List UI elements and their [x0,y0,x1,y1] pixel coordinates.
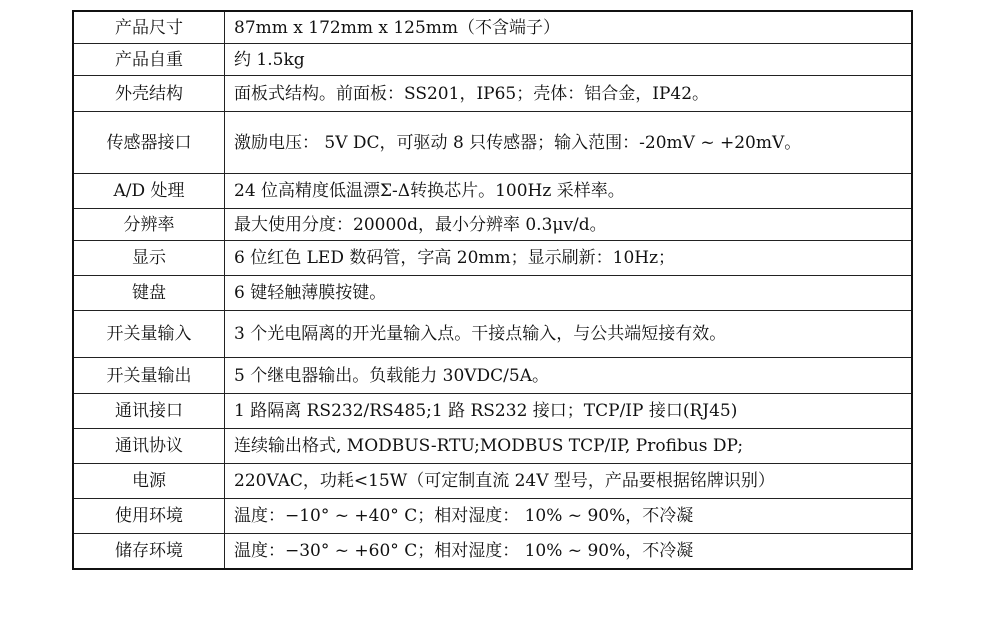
table-row [73,276,912,311]
row-label: 产品自重 [73,44,225,76]
table-row [73,464,912,499]
row-value: 1 路隔离 RS232/RS485;1 路 RS232 接口；TCP/IP 接口(RJ45) [225,394,913,429]
row-label: 开关量输出 [73,358,225,394]
row-label: 使用环境 [73,499,225,534]
table-row [73,174,912,209]
row-value: 激励电压： 5V DC，可驱动 8 只传感器；输入范围：-20mV ~ +20mV。 [225,112,913,174]
row-value: 87mm x 172mm x 125mm（不含端子） [225,11,913,44]
row-label: 通讯协议 [73,429,225,464]
row-label: 显示 [73,241,225,276]
table-row [73,311,912,358]
table-row [73,209,912,241]
table-row [73,112,912,174]
row-value: 约 1.5kg [225,44,913,76]
row-label: 分辨率 [73,209,225,241]
row-value: 220VAC，功耗<15W（可定制直流 24V 型号，产品要根据铭牌识别） [225,464,913,499]
row-value: 最大使用分度：20000d，最小分辨率 0.3μv/d。 [225,209,913,241]
row-value: 6 键轻触薄膜按键。 [225,276,913,311]
row-label: 电源 [73,464,225,499]
row-value: 3 个光电隔离的开光量输入点。干接点输入，与公共端短接有效。 [225,311,913,358]
row-label: 键盘 [73,276,225,311]
row-label: 储存环境 [73,534,225,570]
row-value: 24 位高精度低温漂Σ-Δ转换芯片。100Hz 采样率。 [225,174,913,209]
table-row [73,11,912,44]
row-value: 温度：−10° ~ +40° C；相对湿度： 10% ~ 90%，不冷凝 [225,499,913,534]
row-label: 产品尺寸 [73,11,225,44]
row-value: 5 个继电器输出。负载能力 30VDC/5A。 [225,358,913,394]
table-row [73,534,912,570]
table-row [73,358,912,394]
row-value: 6 位红色 LED 数码管，字高 20mm；显示刷新：10Hz； [225,241,913,276]
row-label: 外壳结构 [73,76,225,112]
row-label: 传感器接口 [73,112,225,174]
row-value: 面板式结构。前面板：SS201，IP65；壳体：铝合金，IP42。 [225,76,913,112]
row-label: A/D 处理 [73,174,225,209]
table-row [73,394,912,429]
row-value: 连续输出格式, MODBUS-RTU;MODBUS TCP/IP, Profibus DP; [225,429,913,464]
table-row [73,429,912,464]
row-label: 通讯接口 [73,394,225,429]
table-row [73,76,912,112]
spec-table [72,10,913,570]
row-label: 开关量输入 [73,311,225,358]
table-row [73,241,912,276]
table-row [73,499,912,534]
row-value: 温度：−30° ~ +60° C；相对湿度： 10% ~ 90%，不冷凝 [225,534,913,570]
table-row [73,44,912,76]
